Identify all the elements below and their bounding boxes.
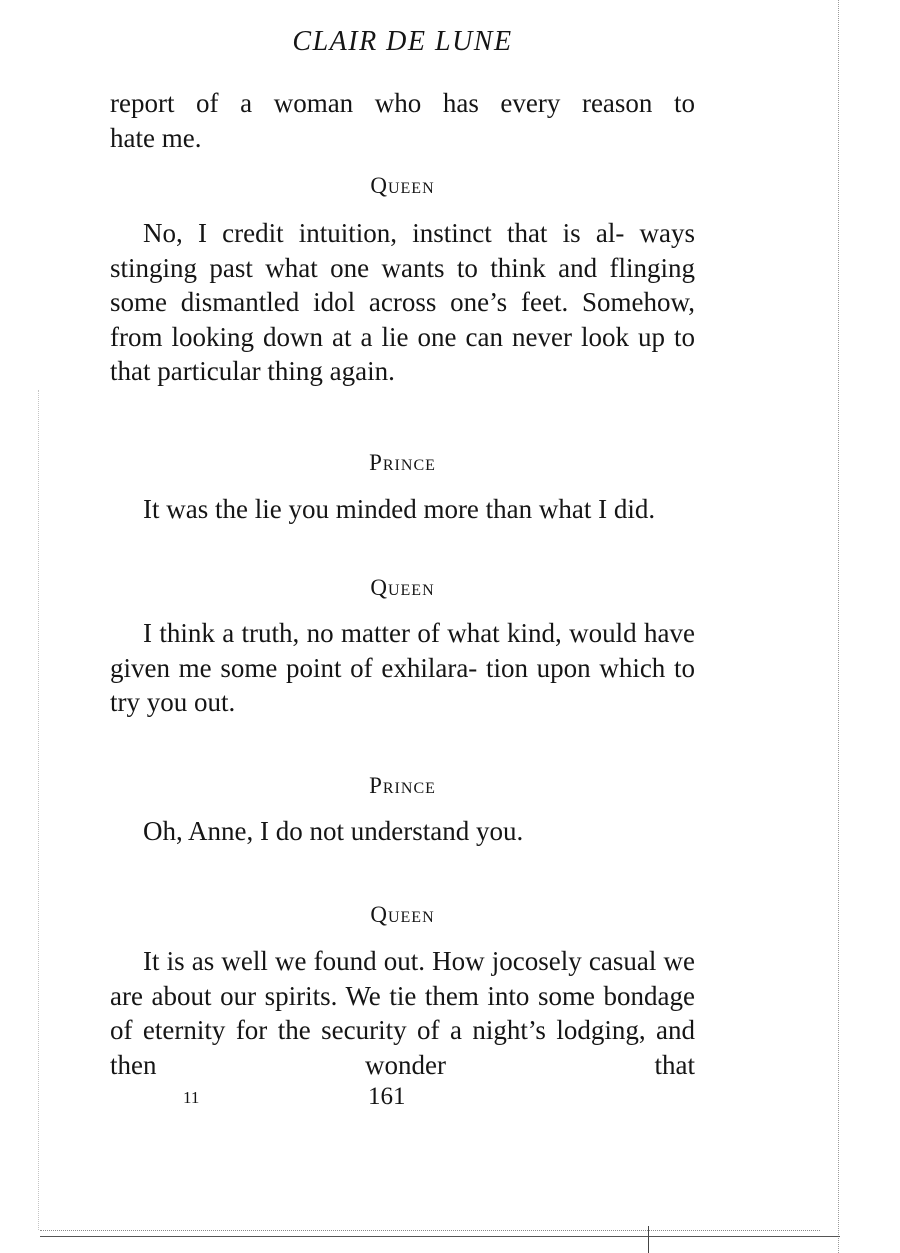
bottom-edge-rule <box>40 1236 840 1237</box>
speech-text: No, I credit intuition, instinct that is al- ways stinging past what one wants to think and flinging some dismantled idol across one’s feet. Somehow, from looking down at a lie one can never look up to that particular thing again. <box>110 218 695 386</box>
speech-text: I think a truth, no matter of what kind, would have given me some point of exhilara- tion upon which to try you out. <box>110 618 695 717</box>
page-number: 161 <box>368 1083 406 1110</box>
speaker-name-queen: Queen <box>370 173 435 198</box>
speaker-name-queen: Queen <box>370 575 435 600</box>
speaker-name-queen: Queen <box>370 902 435 927</box>
page-edge-scan-line <box>838 0 839 1253</box>
speech-paragraph <box>110 492 695 527</box>
running-head: CLAIR DE LUNE <box>292 26 513 57</box>
speech-paragraph <box>110 944 695 1082</box>
speaker-name-prince: Prince <box>369 450 436 475</box>
speech-text: Oh, Anne, I do not understand you. <box>143 816 524 846</box>
speech-paragraph <box>110 814 695 849</box>
continued-paragraph <box>110 86 695 155</box>
bottom-edge-tick <box>648 1226 649 1253</box>
speech-paragraph <box>110 616 695 720</box>
text-line: report of a woman who has every reason to <box>110 88 695 118</box>
bottom-edge-line <box>40 1230 820 1231</box>
signature-mark: 11 <box>183 1088 200 1107</box>
speech-text: It was the lie you minded more than what I did. <box>143 494 656 524</box>
speaker-name-prince: Prince <box>369 773 436 798</box>
speech-paragraph <box>110 216 695 389</box>
page-edge-scan-line-left <box>38 390 39 1230</box>
speech-text: It is as well we found out. How jocosely casual we are about our spirits. We tie them into some bondage of eternity for the security of a night’s lodging, and then wonder that <box>110 946 695 1080</box>
text-line: hate me. <box>110 122 202 153</box>
